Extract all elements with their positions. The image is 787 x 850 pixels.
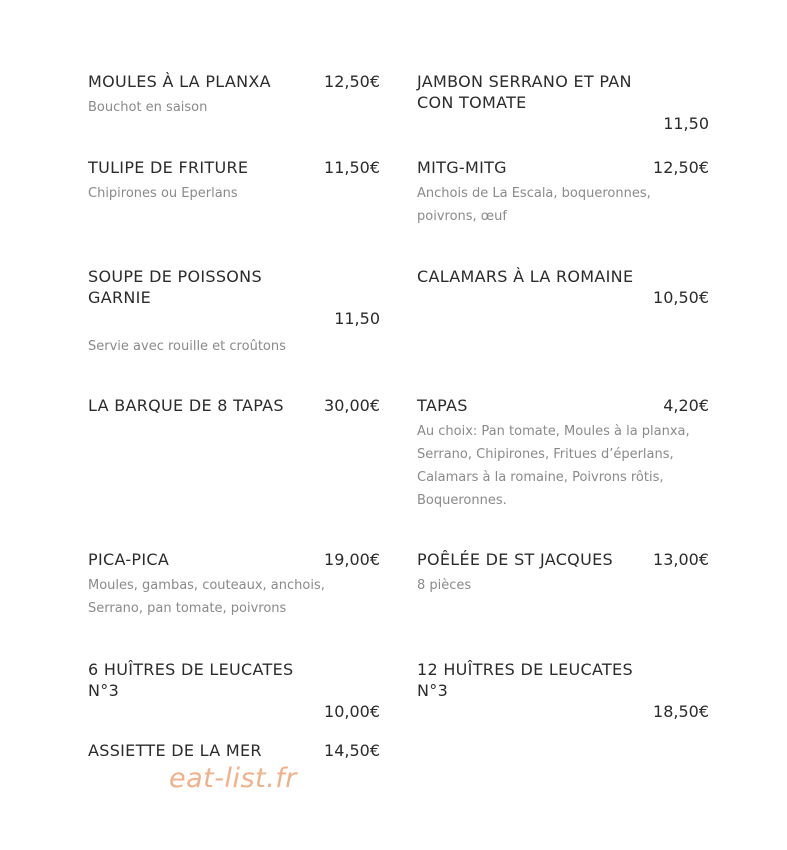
menu-item-calamars bbox=[417, 266, 709, 308]
item-name: 6 HUÎTRES DE LEUCATES N°3 bbox=[88, 660, 294, 700]
menu-item-mitg bbox=[417, 157, 709, 228]
item-description: Bouchot en saison bbox=[88, 100, 208, 115]
item-name: TAPAS bbox=[417, 396, 468, 415]
item-price: 12,50€ bbox=[324, 72, 380, 91]
item-price: 10,50€ bbox=[653, 288, 709, 307]
menu-item-poelee bbox=[417, 549, 709, 597]
watermark-logo: eat-list.fr bbox=[169, 763, 297, 794]
menu-item-assiette bbox=[88, 740, 380, 761]
item-description: Anchois de La Escala, boqueronnes, poivrons, œuf bbox=[417, 186, 651, 224]
menu-item-moules bbox=[88, 71, 380, 119]
item-price: 13,00€ bbox=[653, 550, 709, 569]
item-price: 4,20€ bbox=[663, 396, 709, 415]
item-name: LA BARQUE DE 8 TAPAS bbox=[88, 396, 284, 415]
item-name: ASSIETTE DE LA MER bbox=[88, 741, 262, 760]
item-price: 14,50€ bbox=[324, 741, 380, 760]
item-name: MITG-MITG bbox=[417, 158, 507, 177]
item-price: 18,50€ bbox=[653, 702, 709, 721]
item-description: Au choix: Pan tomate, Moules à la planxa, Serrano, Chipirones, Fritues d’éperlans, Calamars à la romaine, Poivrons rôtis, Boqueronnes. bbox=[417, 424, 690, 508]
menu-item-tapas bbox=[417, 395, 709, 512]
item-name: JAMBON SERRANO ET PAN CON TOMATE bbox=[417, 72, 632, 112]
item-name: SOUPE DE POISSONS GARNIE bbox=[88, 267, 262, 307]
item-description: Moules, gambas, couteaux, anchois, Serrano, pan tomate, poivrons bbox=[88, 578, 325, 616]
item-price: 11,50€ bbox=[324, 158, 380, 177]
item-name: 12 HUÎTRES DE LEUCATES N°3 bbox=[417, 660, 633, 700]
item-name: PICA-PICA bbox=[88, 550, 170, 569]
menu-item-jambon bbox=[417, 71, 709, 134]
item-name: MOULES À LA PLANXA bbox=[88, 72, 271, 91]
menu-item-barque bbox=[88, 395, 380, 416]
menu-item-12-huitres bbox=[417, 659, 709, 722]
menu-item-soupe bbox=[88, 266, 380, 358]
item-price: 11,50 bbox=[663, 114, 709, 133]
item-price: 19,00€ bbox=[324, 550, 380, 569]
item-price: 10,00€ bbox=[324, 702, 380, 721]
item-description: Servie avec rouille et croûtons bbox=[88, 339, 286, 354]
item-name: POÊLÉE DE ST JACQUES bbox=[417, 550, 613, 569]
item-description: 8 pièces bbox=[417, 578, 472, 593]
item-name: CALAMARS À LA ROMAINE bbox=[417, 267, 634, 286]
menu-item-tulipe bbox=[88, 157, 380, 205]
item-name: TULIPE DE FRITURE bbox=[88, 158, 249, 177]
item-description: Chipirones ou Eperlans bbox=[88, 186, 238, 201]
menu-item-pica-pica bbox=[88, 549, 380, 620]
item-price: 12,50€ bbox=[653, 158, 709, 177]
menu-item-6-huitres bbox=[88, 659, 380, 722]
item-price: 11,50 bbox=[334, 309, 380, 328]
item-price: 30,00€ bbox=[324, 396, 380, 415]
